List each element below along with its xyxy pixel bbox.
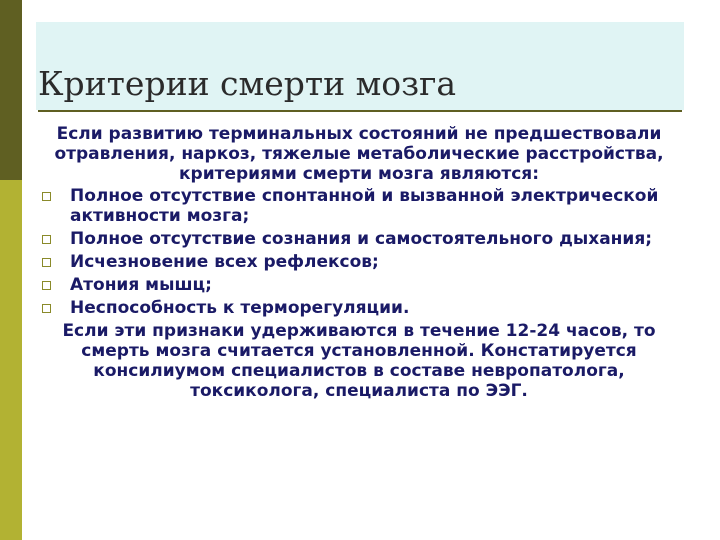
outro-paragraph: Если эти признаки удерживаются в течение 12-24 часов, то смерть мозга считается установленной. Констатируется консилиумом специалистов в составе невропатолога, токсиколога, специалиста по ЭЭГ. <box>62 321 656 401</box>
bullet-icon <box>42 304 51 313</box>
slide-content <box>38 124 680 401</box>
bullet-icon <box>42 235 51 244</box>
bullet-icon <box>42 281 51 290</box>
list-item <box>38 229 680 249</box>
bullet-icon <box>42 258 51 267</box>
title-divider <box>38 110 682 112</box>
list-item <box>38 252 680 272</box>
side-bar-light <box>0 180 22 540</box>
list-item-label: Неспособность к терморегуляции. <box>70 298 410 318</box>
intro-paragraph: Если развитию терминальных состояний не предшествовали отравления, наркоз, тяжелые метаболические расстройства, критериями смерти мозга являются: <box>54 124 664 184</box>
list-item-label: Полное отсутствие спонтанной и вызванной электрической активности мозга; <box>70 186 659 226</box>
list-item <box>38 186 680 226</box>
list-item <box>38 275 680 295</box>
list-item-label: Исчезновение всех рефлексов; <box>70 252 379 272</box>
criteria-list <box>38 186 680 318</box>
list-item-label: Полное отсутствие сознания и самостоятельного дыхания; <box>70 229 653 249</box>
slide-title: Критерии смерти мозга <box>38 64 457 103</box>
side-bar-dark <box>0 0 22 180</box>
bullet-icon <box>42 192 51 201</box>
list-item-label: Атония мышц; <box>70 275 212 295</box>
list-item <box>38 298 680 318</box>
